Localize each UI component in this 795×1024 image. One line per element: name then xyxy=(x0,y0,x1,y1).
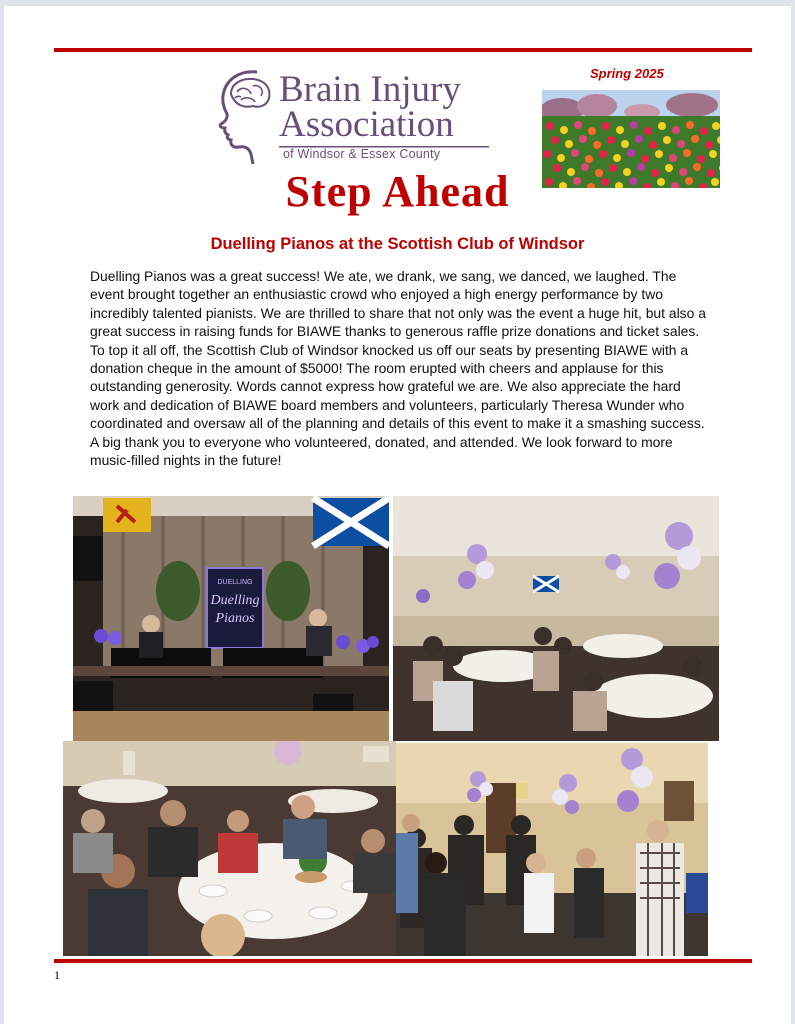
org-name-line1: Brain Injury xyxy=(279,69,461,110)
brain-head-icon xyxy=(209,66,289,166)
issue-season: Spring 2025 xyxy=(590,66,664,81)
newsletter-title: Step Ahead xyxy=(285,167,510,216)
organization-logo xyxy=(209,66,499,166)
top-red-rule xyxy=(54,48,752,52)
page-number: 1 xyxy=(54,968,60,982)
org-name-line3: of Windsor & Essex County xyxy=(283,147,441,161)
article-headline: Duelling Pianos at the Scottish Club of Windsor xyxy=(210,235,585,253)
stage-sign-title2: Pianos xyxy=(215,611,255,626)
mingling-guests-photo xyxy=(396,743,708,956)
org-name-line2: Association xyxy=(279,104,454,145)
banquet-hall-photo xyxy=(393,496,719,741)
guests-table-photo xyxy=(63,741,396,956)
bottom-red-rule xyxy=(54,959,752,963)
stage-pianos-photo xyxy=(73,496,389,741)
article-body: Duelling Pianos was a great success! We ate, we drank, we sang, we danced, we laughed. The event brought together an enthusiastic crowd who enjoyed a high energy performance by two incredibly talented pianists. We are thrilled to share that not only was the event a huge hit, but also a great success in raising funds for BIAWE thanks to generous raffle prize donations and ticket sales. To top it all off, the Scottish Club of Windsor knocked us off our seats by presenting BIAWE with a donation cheque in the amount of $5000! The room erupted with cheers and applause for this outstanding generosity. Words cannot express how grateful we are. We also appreciate the hard work and dedication of BIAWE board members and volunteers, particularly Theresa Wunder who coordinated and oversaw all of the planning and details of this event to make it a smashing success. A big thank you to everyone who volunteered, donated, and attended. We look forward to more music-filled nights in the future! xyxy=(90,268,706,469)
stage-sign-text: DUELLING xyxy=(217,579,253,586)
newsletter-page xyxy=(4,6,791,1024)
stage-sign-title1: Duelling xyxy=(210,593,260,608)
